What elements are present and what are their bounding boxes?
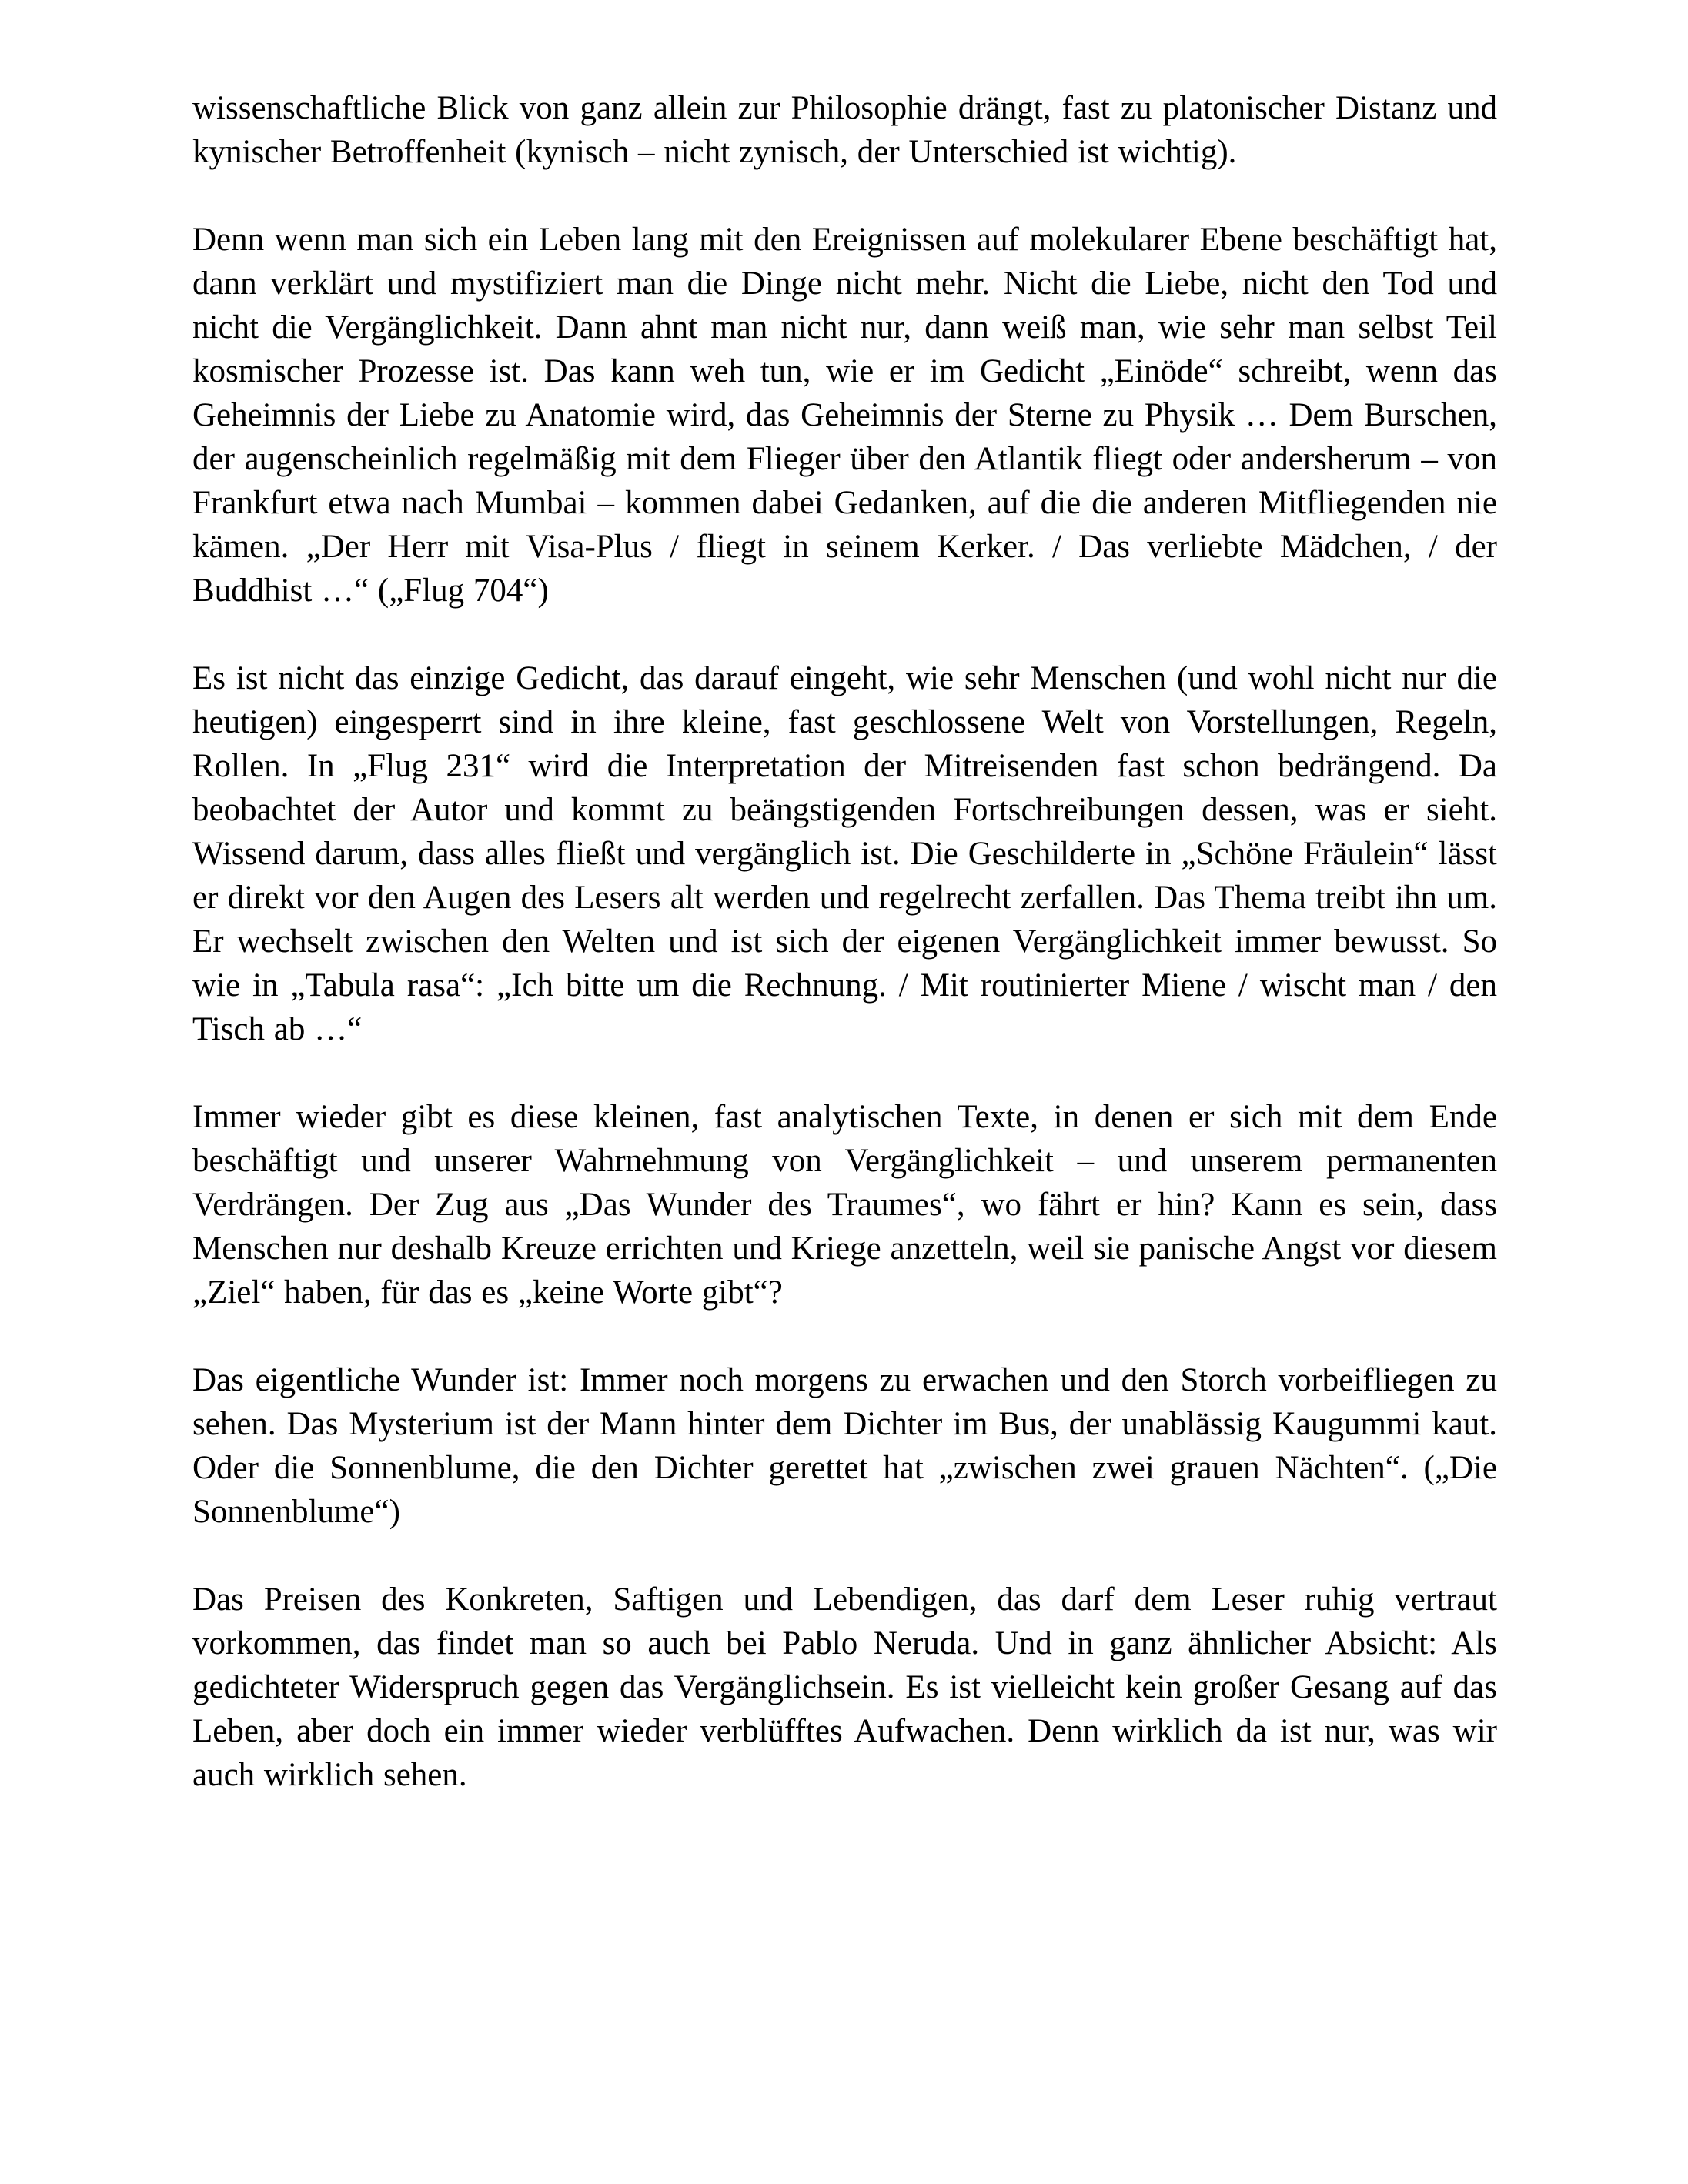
paragraph: Das Preisen des Konkreten, Saftigen und Lebendigen, das darf dem Leser ruhig vertraut vorkommen, das findet man so auch bei Pablo Neruda. Und in ganz ähnlicher Absicht: Als gedichteter Widerspruch gegen das Vergänglichsein. Es ist vielleicht kein großer Gesang auf das Leben, aber doch ein immer wieder verblüfftes Aufwachen. Denn wirklich da ist nur, was wir auch wirklich sehen. [192, 1581, 1497, 1793]
paragraph: Immer wieder gibt es diese kleinen, fast analytischen Texte, in denen er sich mit dem Ende beschäftigt und unserer Wahrnehmung von Vergänglichkeit – und unserem permanenten Verdrängen. Der Zug aus „Das Wunder des Traumes“, wo fährt er hin? Kann es sein, dass Menschen nur deshalb Kreuze errichten und Kriege anzetteln, weil sie panische Angst vor diesem „Ziel“ haben, für das es „keine Worte gibt“? [192, 1099, 1497, 1311]
paragraph: Es ist nicht das einzige Gedicht, das darauf eingeht, wie sehr Menschen (und wohl nicht nur die heutigen) eingesperrt sind in ihre kleine, fast geschlossene Welt von Vorstellungen, Regeln, Rollen. In „Flug 231“ wird die Interpretation der Mitreisenden fast schon bedrängend. Da beobachtet der Autor und kommt zu beängstigenden Fortschreibungen dessen, was er sieht. Wissend darum, dass alles fließt und vergänglich ist. Die Geschilderte in „Schöne Fräulein“ lässt er direkt vor den Augen des Lesers alt werden und regelrecht zerfallen. Das Thema treibt ihn um. Er wechselt zwischen den Welten und ist sich der eigenen Vergänglichkeit immer bewusst. So wie in „Tabula rasa“: „Ich bitte um die Rechnung. / Mit routinierter Miene / wischt man / den Tisch ab …“ [192, 660, 1497, 1047]
paragraph: Das eigentliche Wunder ist: Immer noch morgens zu erwachen und den Storch vorbeifliegen zu sehen. Das Mysterium ist der Mann hinter dem Dichter im Bus, der unablässig Kaugummi kaut. Oder die Sonnenblume, die den Dichter gerettet hat „zwischen zwei grauen Nächten“. („Die Sonnenblume“) [192, 1362, 1497, 1530]
paragraph: Denn wenn man sich ein Leben lang mit den Ereignissen auf molekularer Ebene beschäftigt hat, dann verklärt und mystifiziert man die Dinge nicht mehr. Nicht die Liebe, nicht den Tod und nicht die Vergänglichkeit. Dann ahnt man nicht nur, dann weiß man, wie sehr man selbst Teil kosmischer Prozesse ist. Das kann weh tun, wie er im Gedicht „Einöde“ schreibt, wenn das Geheimnis der Liebe zu Anatomie wird, das Geheimnis der Sterne zu Physik … Dem Burschen, der augenscheinlich regelmäßig mit dem Flieger über den Atlantik fliegt oder andersherum – von Frankfurt etwa nach Mumbai – kommen dabei Gedanken, auf die die anderen Mitfliegenden nie kämen. „Der Herr mit Visa-Plus / fliegt in seinem Kerker. / Das verliebte Mädchen, / der Buddhist …“ („Flug 704“) [192, 222, 1497, 609]
paragraph: wissenschaftliche Blick von ganz allein zur Philosophie drängt, fast zu platonischer Distanz und kynischer Betroffenheit (kynisch – nicht zynisch, der Unterschied ist wichtig). [192, 90, 1497, 170]
